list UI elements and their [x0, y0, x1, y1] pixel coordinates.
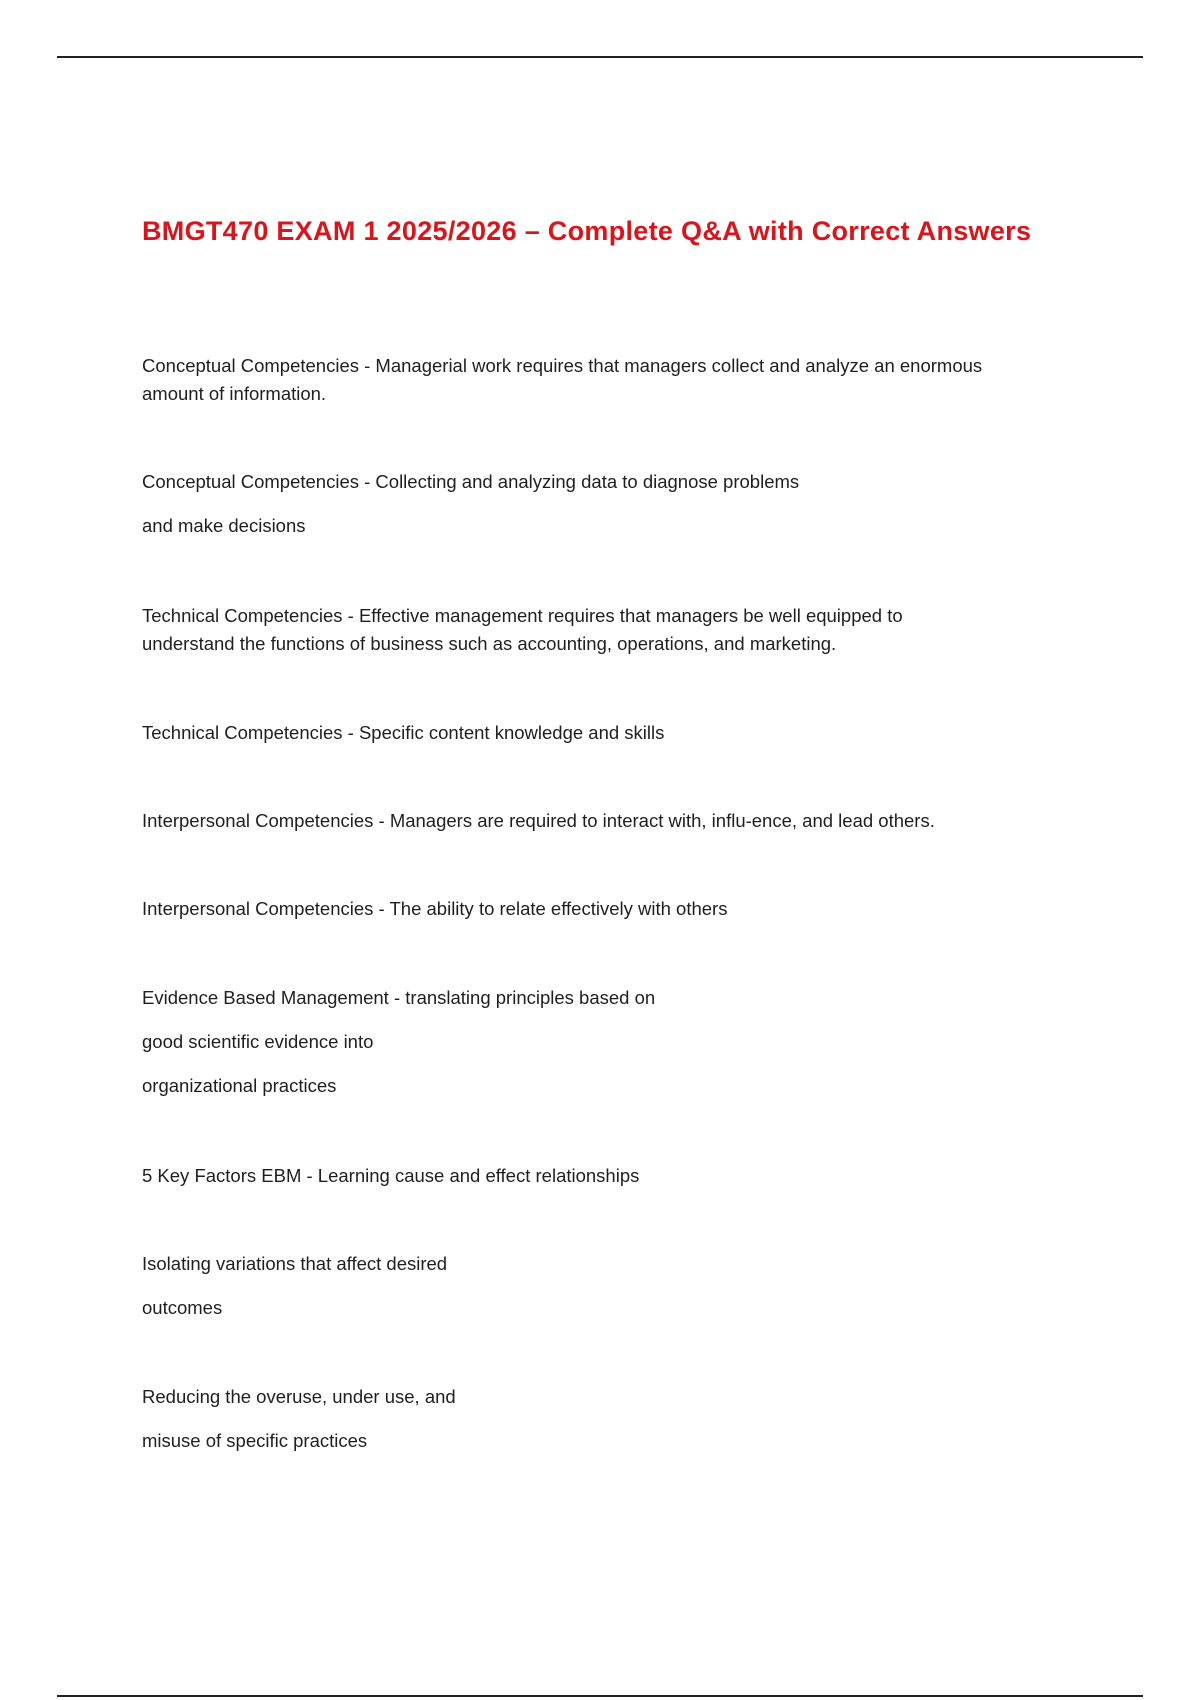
qa-line: Isolating variations that affect desired	[142, 1253, 448, 1274]
qa-line: Interpersonal Competencies - Managers are required to interact with, influ-ence, and lead others.	[142, 810, 935, 831]
qa-line: organizational practices	[142, 1075, 337, 1096]
qa-line: misuse of specific practices	[142, 1430, 368, 1451]
qa-line: Interpersonal Competencies - The ability to relate effectively with others	[142, 898, 728, 919]
qa-line: 5 Key Factors EBM - Learning cause and effect relationships	[142, 1165, 640, 1186]
qa-line: good scientific evidence into	[142, 1031, 374, 1052]
header-rule	[57, 56, 1143, 58]
qa-line: and make decisions	[142, 515, 306, 536]
qa-line: amount of information.	[142, 383, 327, 404]
qa-line: Technical Competencies - Effective management requires that managers be well equipped to	[142, 605, 903, 626]
qa-entry	[142, 719, 1082, 747]
qa-entry	[142, 1162, 1082, 1190]
qa-entry	[142, 1242, 1082, 1330]
qa-line: Conceptual Competencies - Managerial work requires that managers collect and analyze an enormous	[142, 355, 983, 376]
qa-line: Reducing the overuse, under use, and	[142, 1386, 456, 1407]
qa-line: Conceptual Competencies - Collecting and analyzing data to diagnose problems	[142, 471, 800, 492]
qa-entry	[142, 807, 1082, 835]
qa-entry	[142, 976, 1082, 1108]
qa-entry	[142, 460, 1082, 548]
qa-line: Evidence Based Management - translating principles based on	[142, 987, 656, 1008]
qa-line: outcomes	[142, 1297, 223, 1318]
document-title: BMGT470 EXAM 1 2025/2026 – Complete Q&A with Correct Answers	[142, 216, 1032, 246]
document-body	[142, 212, 1082, 1451]
qa-line: understand the functions of business such as accounting, operations, and marketing.	[142, 633, 837, 654]
footer-rule	[57, 1695, 1143, 1697]
qa-line: Technical Competencies - Specific content knowledge and skills	[142, 722, 665, 743]
qa-entry	[142, 895, 1082, 923]
qa-entry	[142, 1375, 1082, 1463]
qa-entry	[142, 602, 1082, 658]
qa-entry	[142, 352, 1082, 408]
